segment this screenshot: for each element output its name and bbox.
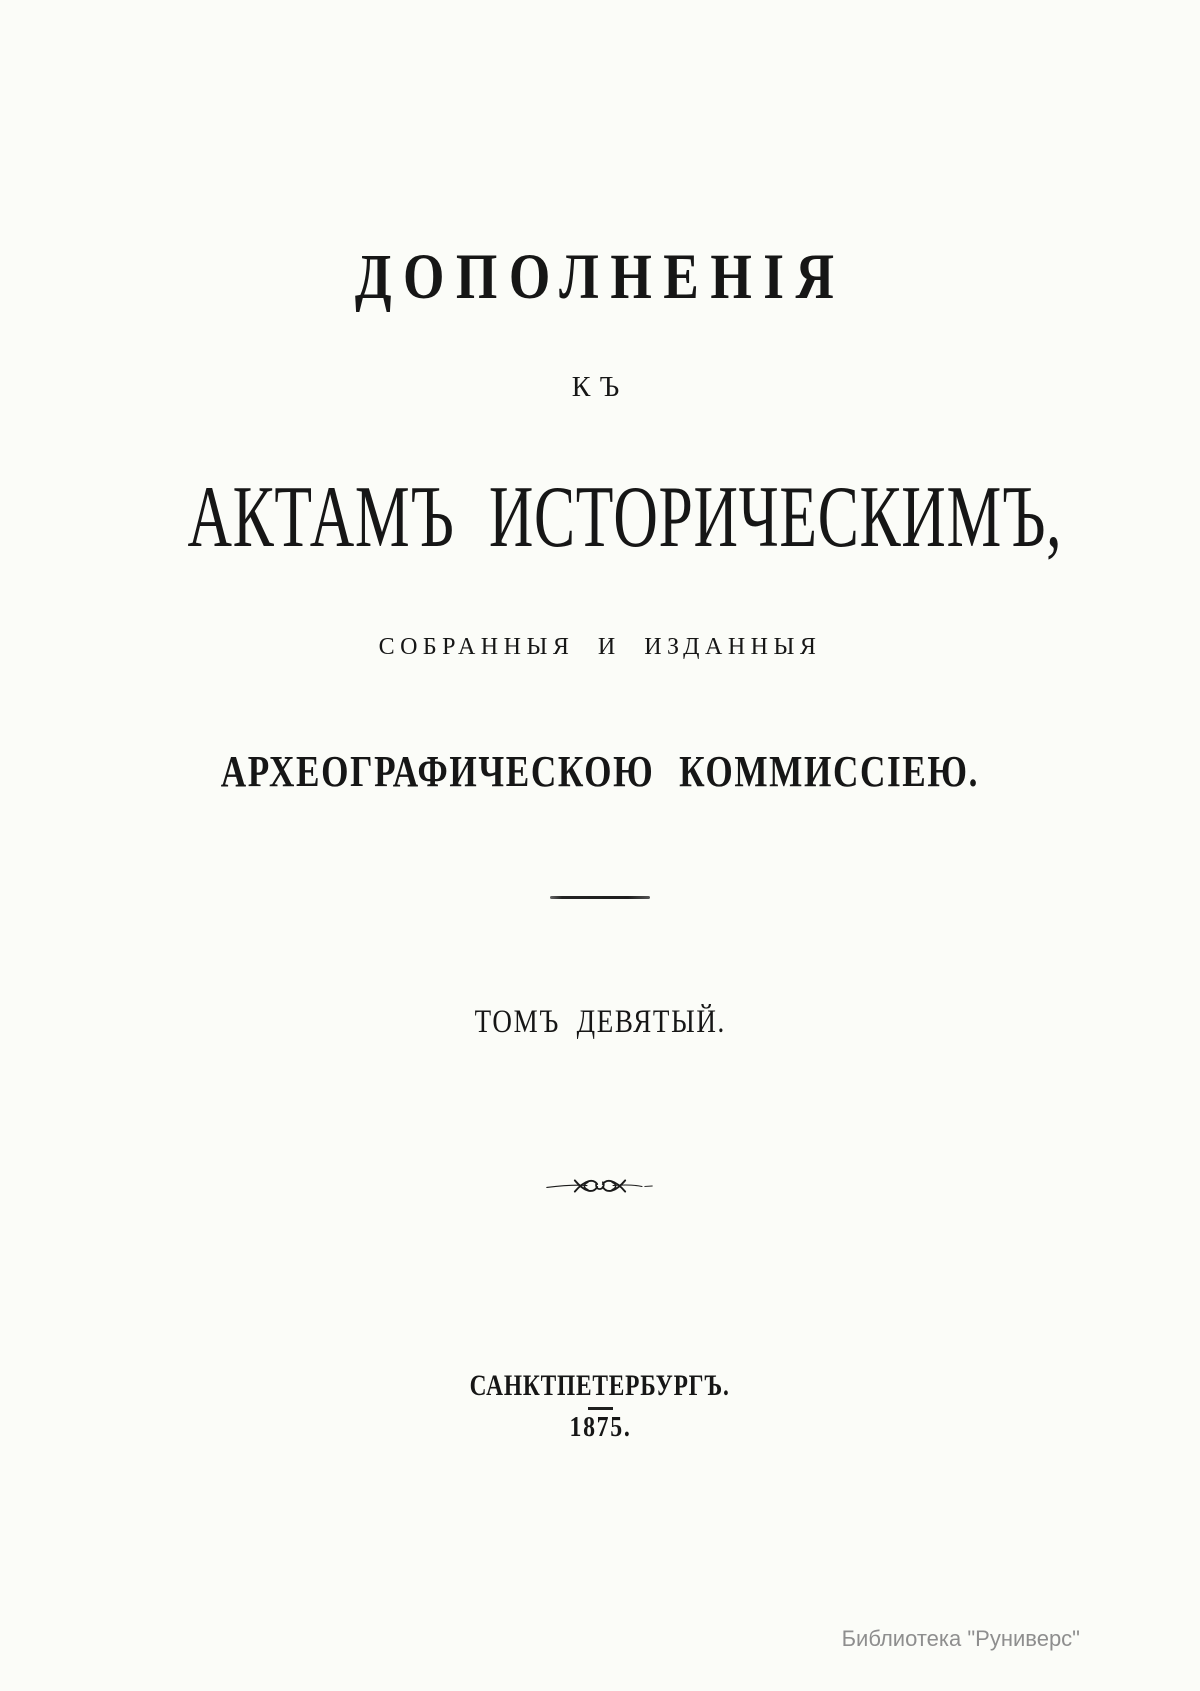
- book-main-title: [0, 469, 1200, 566]
- title-connector-text: КЪ: [571, 372, 629, 403]
- book-main-title-text: АКТАМЪ ИСТОРИЧЕСКИМЪ,: [187, 469, 1063, 566]
- imprint-city-text: САНКТПЕТЕРБУРГЪ.: [470, 1369, 730, 1402]
- library-watermark: Библиотека "Руниверс": [841, 1626, 1080, 1651]
- book-series-title: [0, 241, 1200, 313]
- edited-statement: [0, 635, 1200, 659]
- imprint-city-line: [0, 1371, 1200, 1401]
- imprint-year-line: [0, 1414, 1200, 1442]
- imprint-year-text: 1875.: [568, 1412, 632, 1443]
- imprint-dash-icon: [588, 1407, 613, 1410]
- publisher-commission-text: АРХЕОГРАФИЧЕСКОЮ КОММИССІЕЮ.: [220, 747, 980, 796]
- volume-number-text: ТОМЪ ДЕВЯТЫЙ.: [474, 1004, 726, 1040]
- title-connector-word: [0, 374, 1200, 402]
- section-divider-rule: [550, 896, 650, 899]
- flourish-ornament-icon: [0, 1172, 1200, 1205]
- publisher-commission-line: [0, 747, 1200, 796]
- edited-statement-text: СОБРАННЫЯ И ИЗДАННЫЯ: [378, 634, 822, 660]
- book-series-title-text: ДОПОЛНЕНІЯ: [354, 241, 846, 313]
- volume-number-line: [0, 1006, 1200, 1039]
